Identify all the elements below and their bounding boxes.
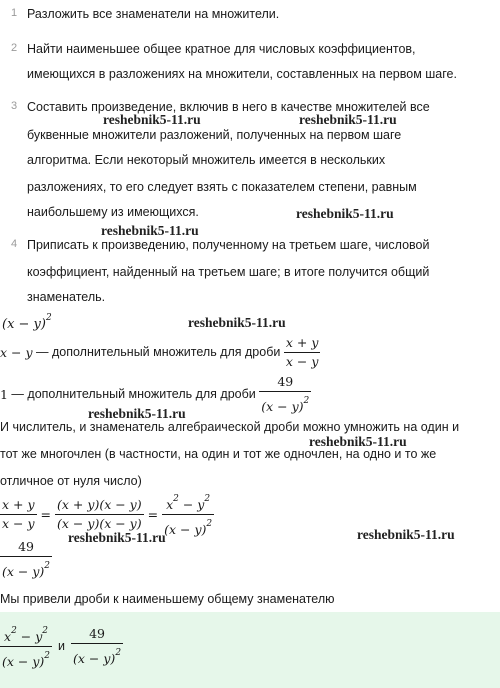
fraction-denominator: x − y (2, 515, 35, 531)
factor-expression: x − y (0, 344, 33, 360)
paragraph-line: тот же многочлен (в частности, на один и тот же одночлен, на одно и то же (0, 447, 437, 461)
watermark: reshebnik5-11.ru (296, 206, 394, 221)
step-text: Найти наименьшее общее кратное для числовых коэффициентов, (27, 42, 416, 56)
fraction-numerator: 49 (18, 538, 34, 554)
fraction-numerator: (x + y)(x − y) (57, 496, 142, 512)
step-number: 3 (11, 100, 18, 112)
common-denominator (2, 313, 52, 332)
fraction-denominator: $(x - y)^2$ (71, 643, 123, 668)
step-text: Приписать к произведению, полученному на третьем шаге, числовой (27, 238, 430, 252)
fraction-numerator: $x^2 - y^2$ (166, 493, 211, 512)
conclusion-text: Мы привели дроби к наименьшему общему знаменателю (0, 592, 335, 606)
fraction-49 (71, 625, 123, 668)
fraction-49 (0, 538, 52, 581)
additional-factor-line-1 (0, 332, 320, 372)
watermark: reshebnik5-11.ru (101, 223, 199, 238)
step-text: алгоритма. Если некоторый множитель имеется в нескольких (27, 153, 386, 167)
fraction-result (0, 622, 52, 671)
additional-factor-line-2 (0, 372, 311, 416)
fraction-expanded (55, 496, 144, 533)
step-text: Составить произведение, включив в него в качестве множителей все (27, 100, 430, 114)
fraction-denominator: $(x - y)^2$ (0, 646, 52, 671)
factor-text: — дополнительный множитель для дроби (32, 345, 284, 359)
fraction-x-plus-y (0, 496, 37, 533)
step-text: разложениях, то его следует взять с показателем степени, равным (27, 180, 417, 194)
watermark: reshebnik5-11.ru (103, 112, 201, 127)
paragraph-line: И числитель, и знаменатель алгебраической дроби можно умножить на один и (0, 420, 460, 434)
fraction-x-plus-y (284, 334, 321, 371)
watermark: reshebnik5-11.ru (188, 315, 286, 330)
step-text: Разложить все знаменатели на множители. (27, 7, 280, 21)
fraction-49 (259, 373, 311, 416)
fraction-numerator: x + y (285, 334, 319, 350)
step-text: буквенные множители разложений, полученных на первом шаге (27, 128, 402, 142)
step-text: коэффициент, найденный на третьем шаге; в итоге получится общий (27, 265, 430, 279)
equals-sign: = (40, 506, 52, 522)
fraction-denominator: (x − y)(x − y) (57, 515, 142, 531)
denominator-base: (x − y) (2, 317, 46, 332)
step-text: наибольшему из имеющихся. (27, 205, 199, 219)
watermark: reshebnik5-11.ru (88, 406, 186, 421)
step-number: 2 (11, 42, 18, 54)
watermark: reshebnik5-11.ru (357, 527, 455, 542)
fraction-denominator: $(x - y)^2$ (0, 556, 52, 581)
fraction-numerator: x + y (2, 496, 35, 512)
fraction-denominator: $(x - y)^2$ (162, 514, 214, 539)
watermark: reshebnik5-11.ru (309, 434, 407, 449)
step-text: знаменатель. (27, 290, 106, 304)
fraction-denominator: $(x - y)^2$ (259, 391, 311, 416)
paragraph-line: отличное от нуля число) (0, 474, 142, 488)
answer-fractions (0, 618, 123, 674)
fraction-result (162, 490, 214, 539)
exponent: 2 (45, 313, 52, 323)
equation-chain (0, 492, 214, 536)
fraction-numerator: 49 (89, 625, 105, 641)
fraction-49-standalone (0, 537, 52, 581)
equals-sign: = (147, 506, 159, 522)
factor-text: — дополнительный множитель для дроби (7, 387, 260, 401)
fraction-denominator: x − y (285, 353, 319, 369)
factor-expression: 1 (0, 386, 8, 402)
fraction-numerator: $x^2 - y^2$ (4, 625, 49, 644)
step-number: 1 (11, 7, 18, 19)
step-text: имеющихся в разложениях на множители, составленных на первом шаге. (27, 67, 457, 81)
and-word: и (58, 639, 66, 653)
watermark: reshebnik5-11.ru (299, 112, 397, 127)
watermark: reshebnik5-11.ru (68, 530, 166, 545)
step-number: 4 (11, 238, 18, 250)
fraction-numerator: 49 (277, 373, 294, 389)
